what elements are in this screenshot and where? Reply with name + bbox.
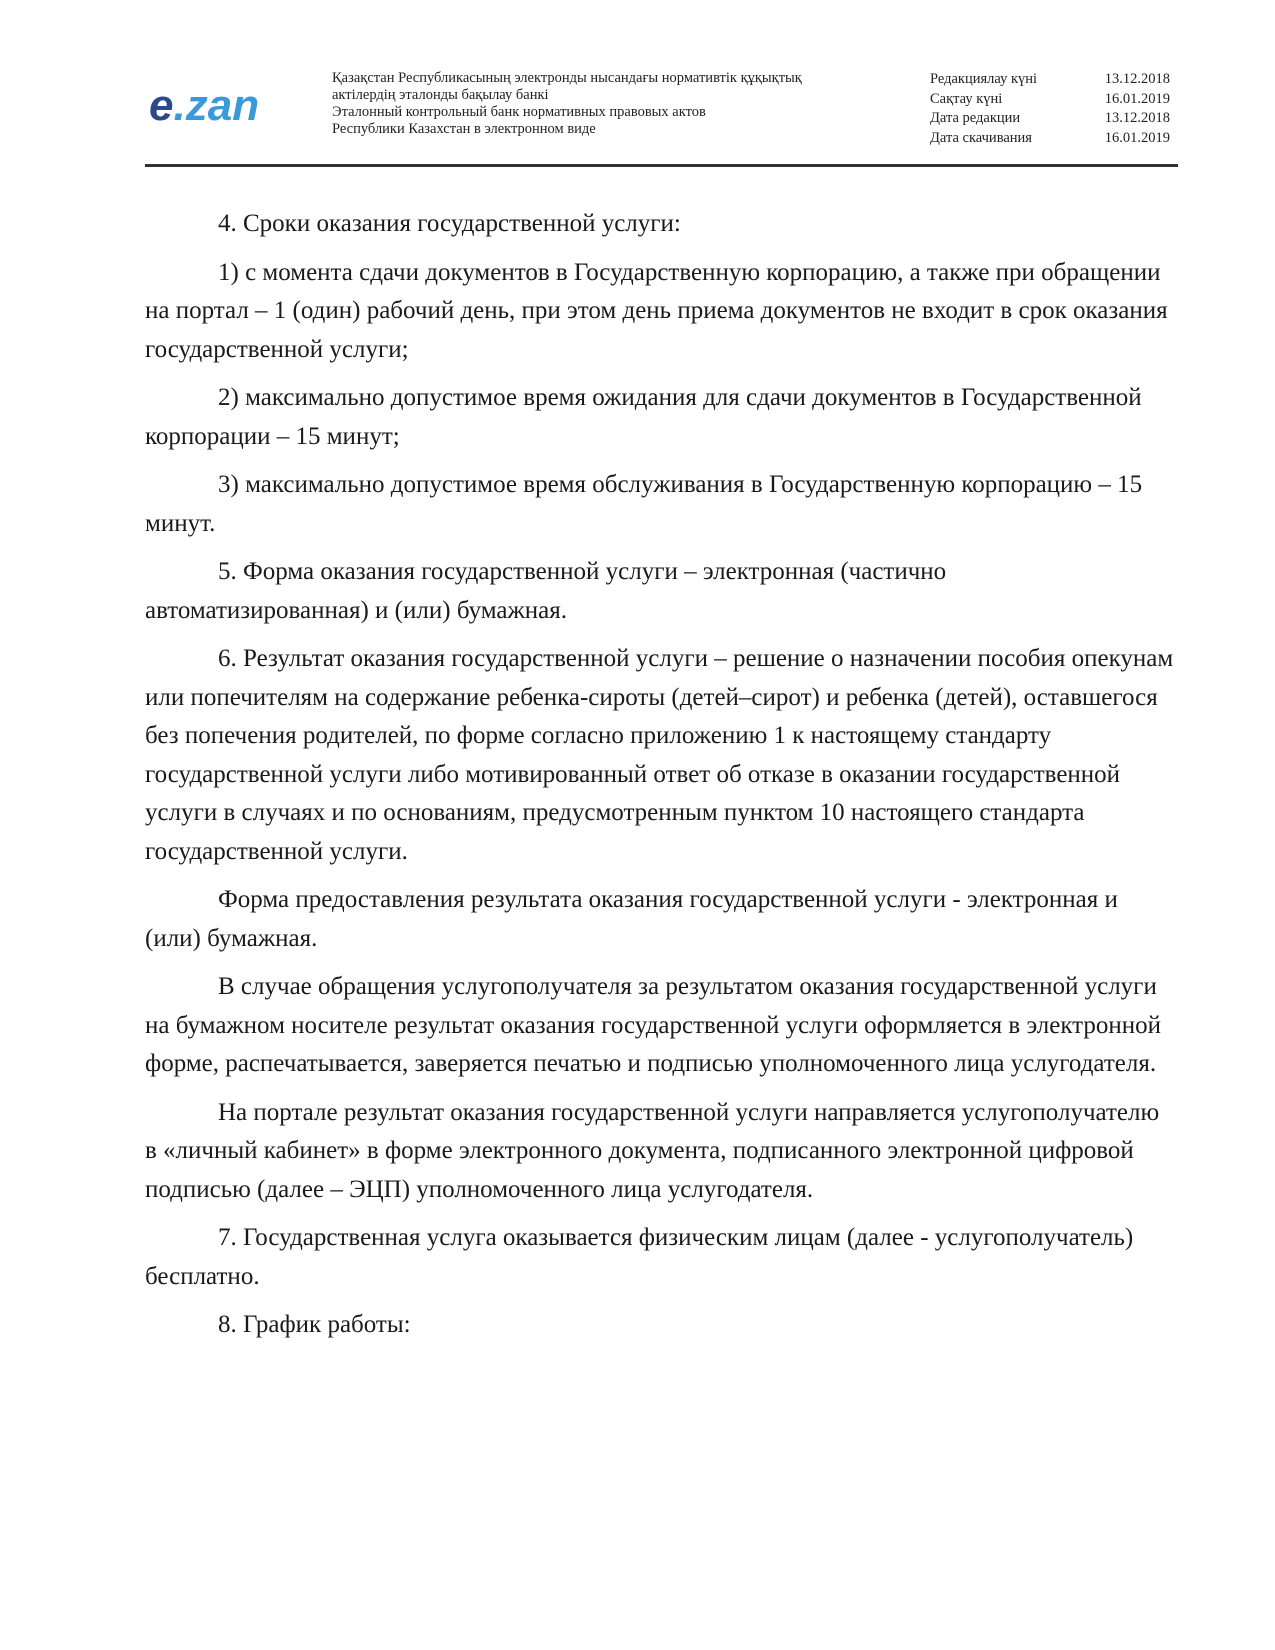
paragraph: 1) с момента сдачи документов в Государственную корпорацию, а также при обращении на портал – 1 (один) рабочий день, при этом день приема документов не входит в срок оказания государственной услуги;: [145, 258, 1168, 363]
meta-value: 16.01.2019: [1104, 129, 1170, 146]
meta-row: [930, 70, 1170, 90]
meta-label: Редакциялау күні: [930, 71, 1038, 87]
header-divider: [145, 164, 1178, 167]
paragraph: 4. Сроки оказания государственной услуги:: [218, 210, 681, 237]
description-line: актілердің эталонды бақылау банкі: [332, 87, 549, 103]
description-line: Қазақстан Республикасының электронды нысандағы нормативтік құқықтық: [332, 70, 802, 86]
meta-value: 13.12.2018: [1104, 71, 1170, 87]
logo-prefix: e: [149, 81, 174, 130]
meta-value: 13.12.2018: [1104, 110, 1170, 126]
meta-value: 16.01.2019: [1104, 90, 1170, 107]
paragraph: 7. Государственная услуга оказывается физическим лицам (далее - услугополучатель) бесплатно.: [145, 1224, 1134, 1290]
header-dates: [930, 70, 1170, 148]
meta-label: Сақтау күні: [930, 90, 1003, 107]
meta-row: [930, 129, 1170, 149]
description-line: Эталонный контрольный банк нормативных правовых актов: [332, 104, 706, 120]
document-body: [145, 205, 1175, 1355]
paragraph: Форма предоставления результата оказания государственной услуги - электронная и (или) бумажная.: [145, 886, 1118, 952]
document-header: [145, 66, 1175, 163]
paragraph: 2) максимально допустимое время ожидания для сдачи документов в Государственной корпорации – 15 минут;: [145, 384, 1142, 450]
paragraph: На портале результат оказания государственной услуги направляется услугополучателю в «личный кабинет» в форме электронного документа, подписанного электронной цифровой подписью (далее – ЭЦП) уполномоченного лица услугодателя.: [145, 1098, 1160, 1203]
paragraph: 5. Форма оказания государственной услуги – электронная (частично автоматизированная) и (или) бумажная.: [145, 558, 947, 624]
paragraph: 6. Результат оказания государственной услуги – решение о назначении пособия опекунам или попечителям на содержание ребенка-сироты (детей–сирот) и ребенка (детей), оставшегося без попечения родителей, по форме согласно приложению 1 к настоящему стандарту государственной услуги либо мотивированный ответ об отказе в оказании государственной услуги в случаях и по основаниям, предусмотренным пунктом 10 настоящего стандарта государственной услуги.: [145, 645, 1174, 865]
meta-row: [930, 109, 1170, 129]
meta-label: Дата скачивания: [930, 129, 1032, 146]
header-description: [332, 70, 802, 138]
logo-suffix: zan: [185, 81, 260, 130]
paragraph: 8. График работы:: [218, 1311, 411, 1338]
ezan-logo: [149, 81, 260, 130]
meta-row: [930, 90, 1170, 110]
meta-label: Дата редакции: [930, 110, 1021, 126]
paragraph: 3) максимально допустимое время обслуживания в Государственную корпорацию – 15 минут.: [145, 471, 1143, 537]
logo-dot: .: [173, 81, 186, 130]
description-line: Республики Казахстан в электронном виде: [332, 121, 596, 137]
paragraph: В случае обращения услугополучателя за результатом оказания государственной услуги на бумажном носителе результат оказания государственной услуги оформляется в электронной форме, распечатывается, заверяется печатью и подписью уполномоченного лица услугодателя.: [145, 973, 1162, 1077]
